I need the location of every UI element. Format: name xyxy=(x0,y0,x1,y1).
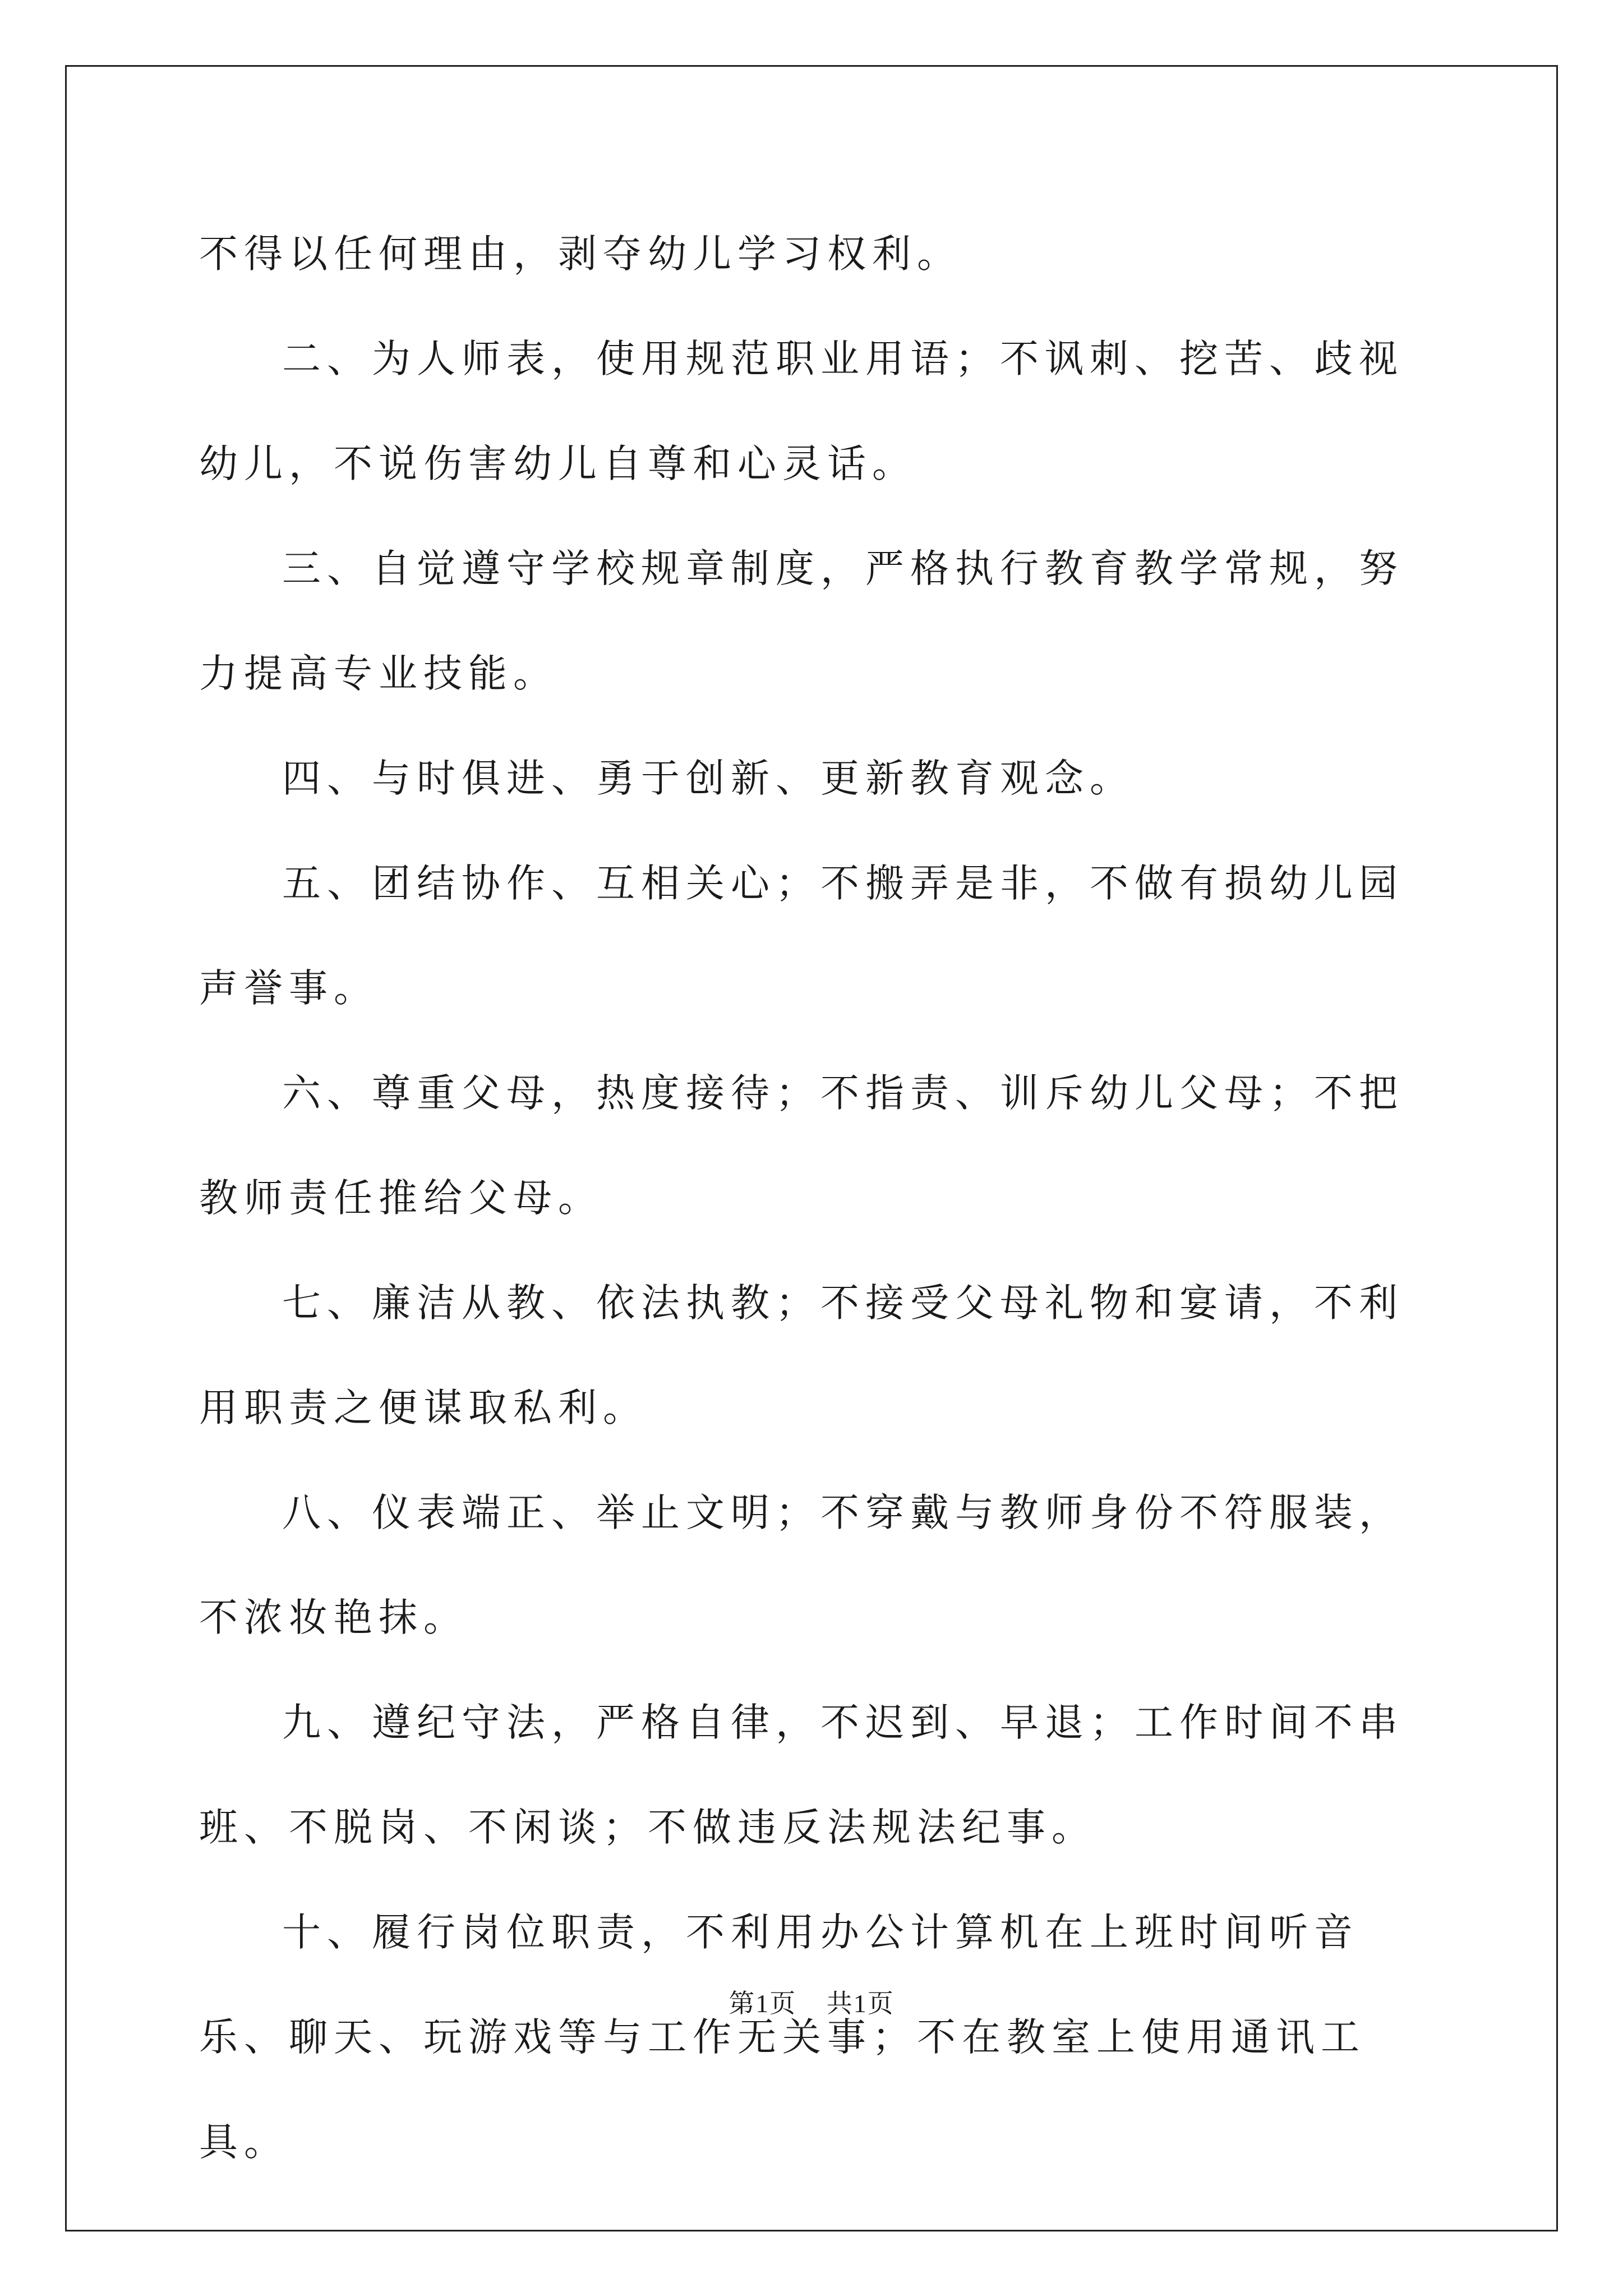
paragraph-item-7: 七、廉洁从教、依法执教；不接受父母礼物和宴请，不利用职责之便谋取私利。 xyxy=(199,1281,1404,1430)
page-footer xyxy=(0,1983,1623,2020)
paragraph-item-3: 三、自觉遵守学校规章制度，严格执行教育教学常规，努力提高专业技能。 xyxy=(199,546,1404,696)
paragraph-item-4: 四、与时俱进、勇于创新、更新教育观念。 xyxy=(282,756,1135,801)
page-number: 第1页 xyxy=(728,1989,797,2018)
paragraph-item-6: 六、尊重父母，热度接待；不指责、训斥幼儿父母；不把教师责任推给父母。 xyxy=(199,1071,1404,1221)
document-body xyxy=(199,202,1433,2195)
page-total: 共1页 xyxy=(826,1989,895,2018)
paragraph-item-5: 五、团结协作、互相关心；不搬弄是非，不做有损幼儿园声誉事。 xyxy=(199,861,1404,1011)
paragraph-continuation: 不得以任何理由，剥夺幼儿学习权利。 xyxy=(199,232,962,277)
paragraph-item-9: 九、遵纪守法，严格自律，不迟到、早退；工作时间不串班、不脱岗、不闲谈；不做违反法规法纪事。 xyxy=(199,1700,1404,1850)
paragraph-item-8: 八、仪表端正、举止文明；不穿戴与教师身份不符服装，不浓妆艳抹。 xyxy=(199,1490,1404,1640)
paragraph-item-2: 二、为人师表，使用规范职业用语；不讽刺、挖苦、歧视幼儿，不说伤害幼儿自尊和心灵话。 xyxy=(199,337,1404,486)
paragraph-item-10: 十、履行岗位职责，不利用办公计算机在上班时间听音乐、聊天、玩游戏等与工作无关事；不在教室上使用通讯工具。 xyxy=(199,1910,1366,2165)
